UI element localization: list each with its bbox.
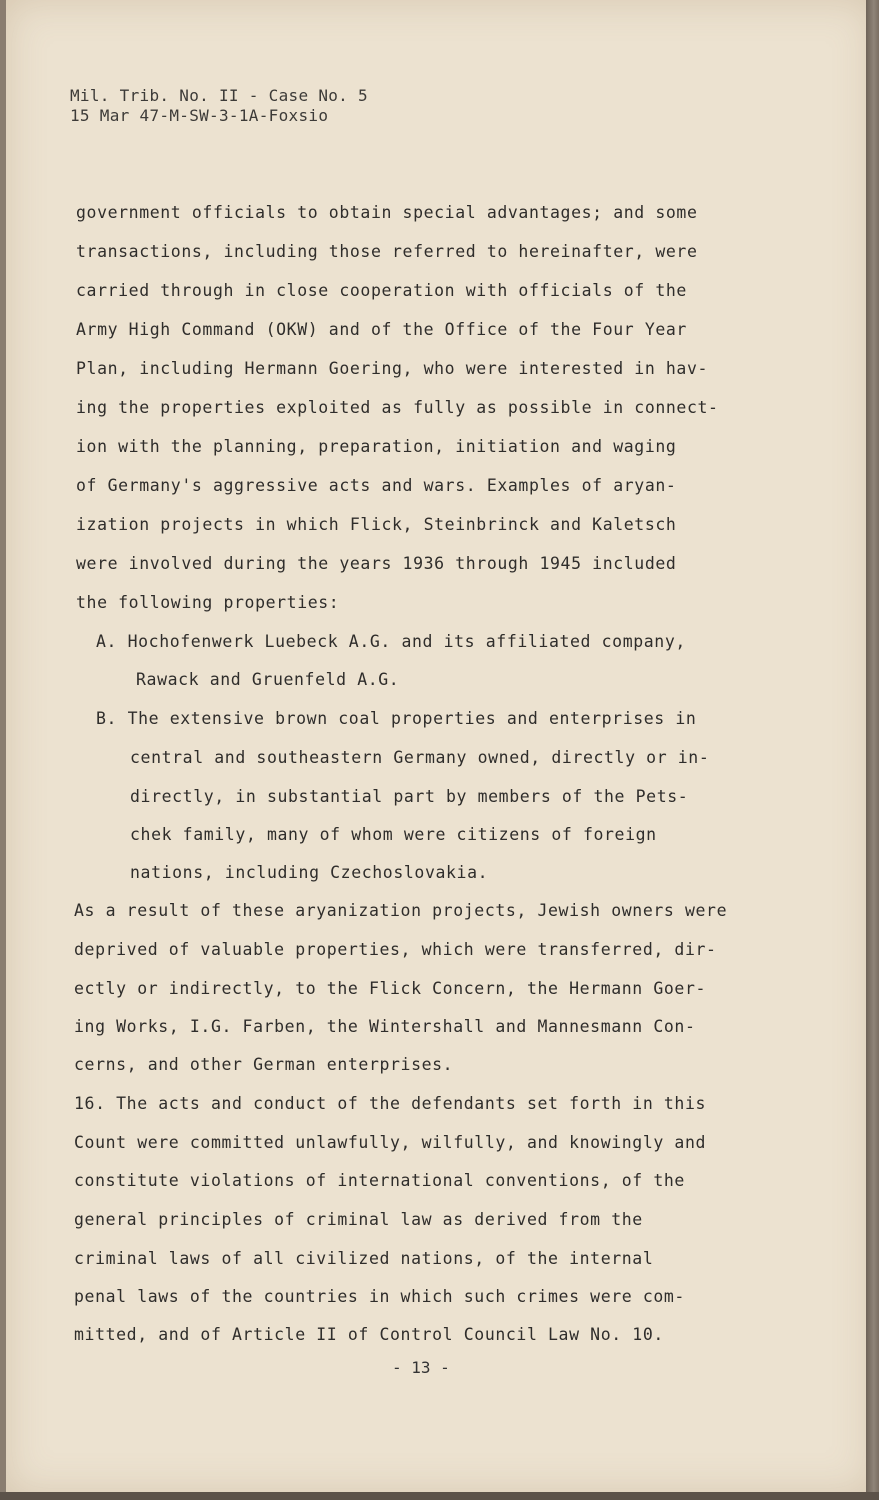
text-line: of Germany's aggressive acts and wars. Examples of aryan- (76, 476, 677, 495)
text-line: As a result of these aryanization projects, Jewish owners were (74, 901, 728, 920)
case-header-line-2: 15 Mar 47-M-SW-3-1A-Foxsio (70, 106, 329, 125)
case-header-line-1: Mil. Trib. No. II - Case No. 5 (70, 86, 368, 105)
text-line: cerns, and other German enterprises. (74, 1055, 454, 1074)
text-line: deprived of valuable properties, which were transferred, dir- (74, 940, 717, 959)
list-item-b-continued: nations, including Czechoslovakia. (130, 863, 489, 882)
text-line: ectly or indirectly, to the Flick Concern, the Hermann Goer- (74, 979, 707, 998)
case-header (70, 86, 368, 126)
document-page (6, 0, 873, 1494)
list-item-b-continued: central and southeastern Germany owned, directly or in- (130, 748, 710, 767)
text-line: government officials to obtain special advantages; and some (76, 203, 698, 222)
text-line: general principles of criminal law as derived from the (74, 1210, 643, 1229)
text-line: ing the properties exploited as fully as possible in connect- (76, 398, 719, 417)
text-line: the following properties: (76, 593, 340, 612)
text-line: carried through in close cooperation with officials of the (76, 281, 687, 300)
text-line: mitted, and of Article II of Control Council Law No. 10. (74, 1325, 664, 1344)
text-line: ing Works, I.G. Farben, the Wintershall and Mannesmann Con- (74, 1017, 696, 1036)
list-item-a-continued: Rawack and Gruenfeld A.G. (136, 670, 400, 689)
text-line: criminal laws of all civilized nations, of the internal (74, 1249, 654, 1268)
page-edge-right (866, 0, 879, 1500)
list-item-a: A. Hochofenwerk Luebeck A.G. and its affiliated company, (96, 632, 686, 651)
list-item-b-continued: directly, in substantial part by members of the Pets- (130, 787, 689, 806)
text-line: penal laws of the countries in which such crimes were com- (74, 1287, 685, 1306)
page-edge-bottom (0, 1492, 879, 1500)
page-number: - 13 - (392, 1358, 450, 1377)
text-line: transactions, including those referred to hereinafter, were (76, 242, 698, 261)
text-line: Plan, including Hermann Goering, who were interested in hav- (76, 359, 709, 378)
list-item-b: B. The extensive brown coal properties and enterprises in (96, 709, 697, 728)
text-line: Count were committed unlawfully, wilfully, and knowingly and (74, 1133, 707, 1152)
text-line: ization projects in which Flick, Steinbrinck and Kaletsch (76, 515, 677, 534)
text-line: were involved during the years 1936 through 1945 included (76, 554, 677, 573)
text-line: Army High Command (OKW) and of the Office of the Four Year (76, 320, 687, 339)
paragraph-16: 16. The acts and conduct of the defendants set forth in this (74, 1094, 707, 1113)
text-line: ion with the planning, preparation, initiation and waging (76, 437, 677, 456)
text-line: constitute violations of international conventions, of the (74, 1171, 685, 1190)
list-item-b-continued: chek family, many of whom were citizens of foreign (130, 825, 657, 844)
